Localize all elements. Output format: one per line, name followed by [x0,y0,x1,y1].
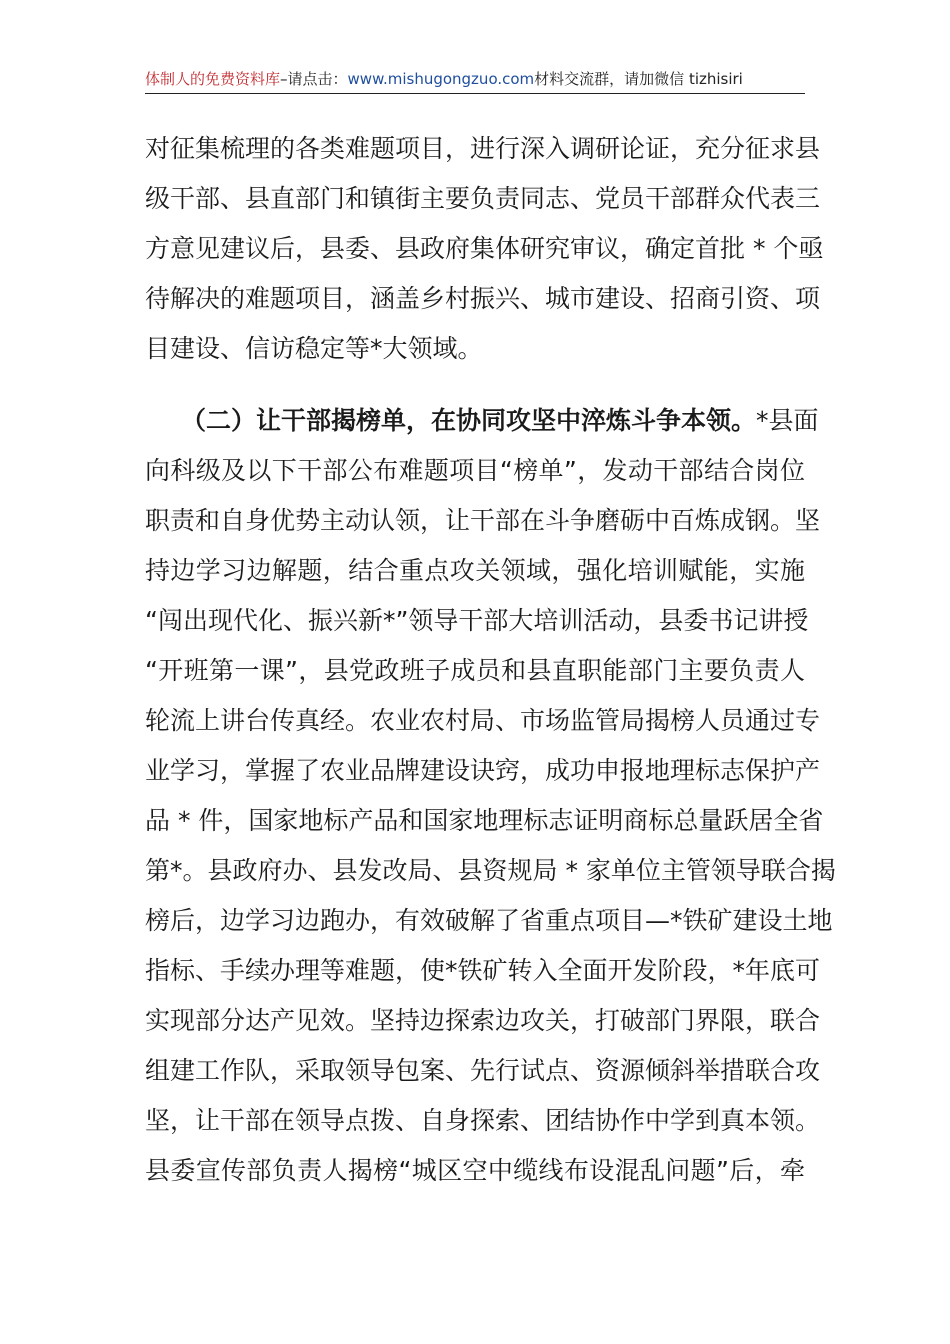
paragraph-line: “闯出现代化、振兴新*”领导干部大培训活动，县委书记讲授 [145,606,809,635]
header-divider [145,93,805,94]
paragraph-line: 目建设、信访稳定等*大领域。 [145,334,483,363]
header-brand[interactable]: 体制人的免费资料库 [145,70,281,88]
paragraph-line: 级干部、县直部门和镇街主要负责同志、党员干部群众代表三 [145,184,821,213]
paragraph-line: 职责和自身优势主动认领，让干部在斗争磨砺中百炼成钢。坚 [145,506,821,535]
paragraph-line: 榜后，边学习边跑办，有效破解了省重点项目—*铁矿建设土地 [145,906,833,935]
heading-line-rest: *县面 [756,406,819,435]
paragraph-line: 轮流上讲台传真经。农业农村局、市场监管局揭榜人员通过专 [145,706,821,735]
page-header [145,68,805,90]
paragraph-line: 业学习，掌握了农业品牌建设诀窍，成功申报地理标志保护产 [145,756,821,785]
section-heading: （二）让干部揭榜单，在协同攻坚中淬炼斗争本领。 [181,406,757,435]
paragraph-line: 待解决的难题项目，涵盖乡村振兴、城市建设、招商引资、项 [145,284,821,313]
paragraph-line: 持边学习边解题，结合重点攻关领域，强化培训赋能，实施 [145,556,805,585]
section-heading-line [145,396,819,446]
paragraph-line: 第*。县政府办、县发改局、县资规局 * 家单位主管领导联合揭 [145,856,836,885]
paragraph-line: 方意见建议后，县委、县政府集体研究审议，确定首批 * 个亟 [145,234,824,263]
paragraph-line: 品 * 件，国家地标产品和国家地理标志证明商标总量跃居全省 [145,806,824,835]
paragraph-line: 对征集梳理的各类难题项目，进行深入调研论证，充分征求县 [145,134,821,163]
header-contact: 材料交流群，请加微信 tizhisiri [534,70,743,88]
header-click-prompt: –请点击： [280,70,348,88]
paragraph-line: “开班第一课”，县党政班子成员和县直职能部门主要负责人 [145,656,805,685]
paragraph-line: 指标、手续办理等难题，使*铁矿转入全面开发阶段，*年底可 [145,956,821,985]
paragraph-line: 组建工作队，采取领导包案、先行试点、资源倾斜举措联合攻 [145,1056,821,1085]
paragraph-line: 坚，让干部在领导点拨、自身探索、团结协作中学到真本领。 [145,1106,821,1135]
document-body [145,124,836,1196]
paragraph-line: 实现部分达产见效。坚持边探索边攻关，打破部门界限，联合 [145,1006,821,1035]
header-url-link[interactable]: www.mishugongzuo.com [347,70,535,88]
paragraph-line: 县委宣传部负责人揭榜“城区空中缆线布设混乱问题”后，牵 [145,1156,805,1185]
paragraph-line: 向科级及以下干部公布难题项目“榜单”，发动干部结合岗位 [145,456,805,485]
